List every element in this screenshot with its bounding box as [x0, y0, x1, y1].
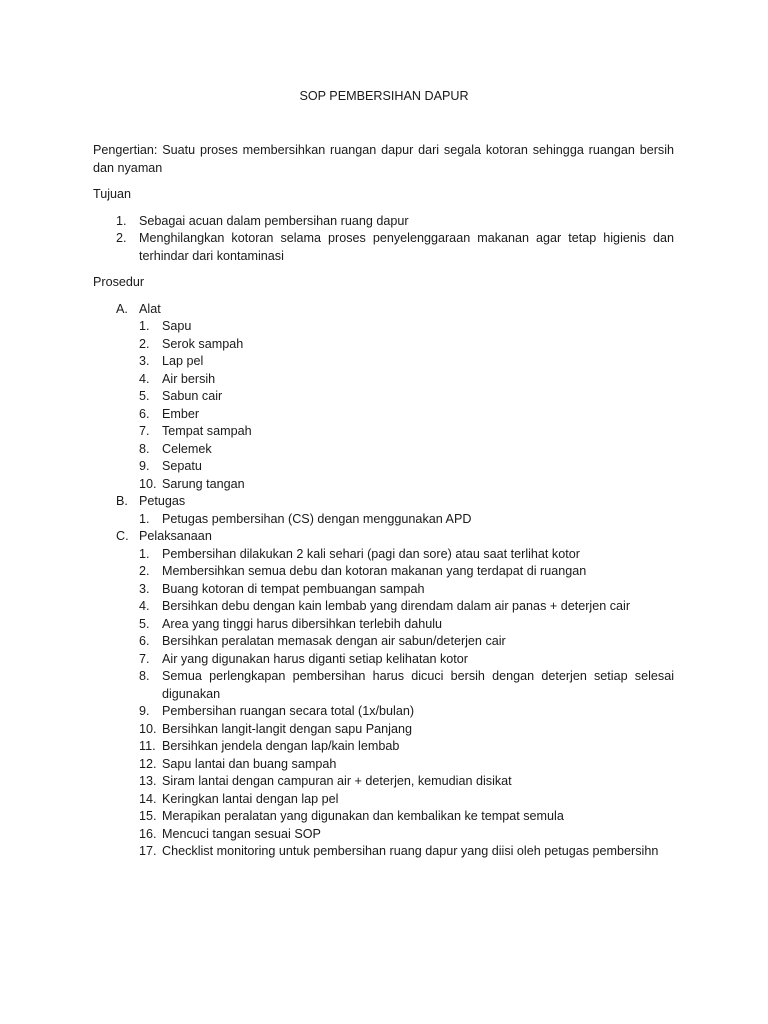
- list-item: [93, 703, 674, 721]
- list-item: [93, 721, 674, 739]
- list-number: 15.: [139, 809, 157, 823]
- document-title: SOP PEMBERSIHAN DAPUR: [299, 89, 469, 103]
- list-text: Merapikan peralatan yang digunakan dan kembalikan ke tempat semula: [162, 809, 564, 823]
- tujuan-heading: Tujuan: [93, 187, 132, 201]
- section-alat-heading: [93, 301, 674, 319]
- list-item: [93, 458, 674, 476]
- list-text: Menghilangkan kotoran selama proses penyelenggaraan makanan agar tetap higienis dan terhindar dari kontaminasi: [139, 231, 674, 263]
- list-item: [93, 230, 674, 265]
- list-text: Sepatu: [162, 459, 202, 473]
- list-item: [93, 318, 674, 336]
- list-text: Bersihkan peralatan memasak dengan air sabun/deterjen cair: [162, 634, 506, 648]
- list-item: [93, 441, 674, 459]
- list-item: [93, 406, 674, 424]
- list-item: [93, 633, 674, 651]
- list-number: 3.: [139, 354, 150, 368]
- list-item: [93, 581, 674, 599]
- section-letter: A.: [116, 301, 128, 316]
- list-item: [93, 388, 674, 406]
- tujuan-list: [93, 213, 674, 266]
- list-text: Petugas pembersihan (CS) dengan menggunakan APD: [162, 511, 472, 526]
- list-text: Celemek: [162, 441, 212, 456]
- section-letter: C.: [116, 529, 129, 543]
- list-number: 2.: [139, 336, 150, 351]
- list-number: 5.: [139, 389, 150, 403]
- list-number: 4.: [139, 371, 150, 386]
- section-petugas-heading: [93, 493, 674, 511]
- list-item: [93, 826, 674, 844]
- list-item: [93, 511, 674, 529]
- list-text: Sebagai acuan dalam pembersihan ruang dapur: [139, 213, 409, 228]
- list-number: 10.: [139, 476, 157, 491]
- list-text: Sabun cair: [162, 389, 223, 403]
- list-number: 8.: [139, 669, 150, 683]
- list-item: [93, 668, 674, 703]
- list-text: Sarung tangan: [162, 476, 245, 491]
- list-number: 10.: [139, 721, 157, 736]
- list-number: 14.: [139, 791, 157, 806]
- list-text: Membersihkan semua debu dan kotoran makanan yang terdapat di ruangan: [162, 564, 587, 578]
- list-number: 13.: [139, 774, 157, 788]
- list-text: Mencuci tangan sesuai SOP: [162, 826, 321, 841]
- pengertian-paragraph: Pengertian: Suatu proses membersihkan ruangan dapur dari segala kotoran sehingga ruangan bersih dan nyaman: [93, 143, 674, 175]
- list-text: Ember: [162, 406, 200, 421]
- section-label: Petugas: [139, 494, 186, 508]
- list-item: [93, 336, 674, 354]
- list-number: 5.: [139, 616, 150, 631]
- list-item: [93, 598, 674, 616]
- list-text: Pembersihan dilakukan 2 kali sehari (pagi dan sore) atau saat terlihat kotor: [162, 546, 580, 561]
- section-pelaksanaan-heading: [93, 528, 674, 546]
- list-item: [93, 791, 674, 809]
- list-text: Bersihkan debu dengan kain lembab yang direndam dalam air panas + deterjen cair: [162, 599, 631, 613]
- list-number: 7.: [139, 424, 150, 438]
- list-item: [93, 738, 674, 756]
- list-item: [93, 353, 674, 371]
- list-text: Semua perlengkapan pembersihan harus dicuci bersih dengan deterjen setiap selesai digunakan: [162, 669, 674, 701]
- list-text: Lap pel: [162, 354, 204, 368]
- alat-list: [93, 318, 674, 493]
- list-number: 16.: [139, 826, 157, 841]
- list-text: Bersihkan langit-langit dengan sapu Panjang: [162, 721, 412, 736]
- list-item: [93, 423, 674, 441]
- list-item: [93, 546, 674, 564]
- list-number: 11.: [139, 739, 156, 753]
- list-item: [93, 756, 674, 774]
- list-text: Air yang digunakan harus diganti setiap kelihatan kotor: [162, 651, 468, 666]
- section-label: Pelaksanaan: [139, 529, 212, 543]
- list-number: 1.: [139, 546, 150, 561]
- list-item: [93, 773, 674, 791]
- list-text: Serok sampah: [162, 336, 244, 351]
- list-item: [93, 651, 674, 669]
- pelaksanaan-list: [93, 546, 674, 861]
- list-item: [93, 563, 674, 581]
- list-text: Pembersihan ruangan secara total (1x/bulan): [162, 704, 415, 718]
- list-item: [93, 371, 674, 389]
- list-item: [93, 213, 674, 231]
- list-number: 6.: [139, 406, 150, 421]
- list-text: Checklist monitoring untuk pembersihan ruang dapur yang diisi oleh petugas pembersihn: [162, 844, 659, 858]
- list-text: Buang kotoran di tempat pembuangan sampah: [162, 581, 425, 596]
- section-letter: B.: [116, 494, 128, 508]
- list-number: 1.: [139, 511, 150, 526]
- list-text: Siram lantai dengan campuran air + deterjen, kemudian disikat: [162, 774, 512, 788]
- list-number: 17.: [139, 844, 157, 858]
- list-number: 9.: [139, 459, 150, 473]
- document-body: [93, 142, 674, 861]
- list-item: [93, 476, 674, 494]
- list-text: Air bersih: [162, 371, 216, 386]
- list-text: Keringkan lantai dengan lap pel: [162, 791, 339, 806]
- list-number: 6.: [139, 634, 150, 648]
- list-number: 12.: [139, 756, 157, 771]
- list-number: 8.: [139, 441, 150, 456]
- prosedur-heading: Prosedur: [93, 275, 145, 289]
- list-text: Sapu lantai dan buang sampah: [162, 756, 337, 771]
- section-label: Alat: [139, 301, 161, 316]
- list-item: [93, 843, 674, 861]
- petugas-list: [93, 511, 674, 529]
- list-number: 1.: [116, 213, 127, 228]
- list-number: 2.: [116, 231, 127, 245]
- list-text: Sapu: [162, 319, 192, 333]
- list-text: Bersihkan jendela dengan lap/kain lembab: [162, 739, 400, 753]
- list-number: 3.: [139, 581, 150, 596]
- list-number: 1.: [139, 319, 150, 333]
- list-number: 9.: [139, 704, 150, 718]
- list-item: [93, 808, 674, 826]
- list-text: Area yang tinggi harus dibersihkan terlebih dahulu: [162, 616, 443, 631]
- list-text: Tempat sampah: [162, 424, 252, 438]
- list-item: [93, 616, 674, 634]
- list-number: 7.: [139, 651, 150, 666]
- list-number: 2.: [139, 564, 150, 578]
- list-number: 4.: [139, 599, 150, 613]
